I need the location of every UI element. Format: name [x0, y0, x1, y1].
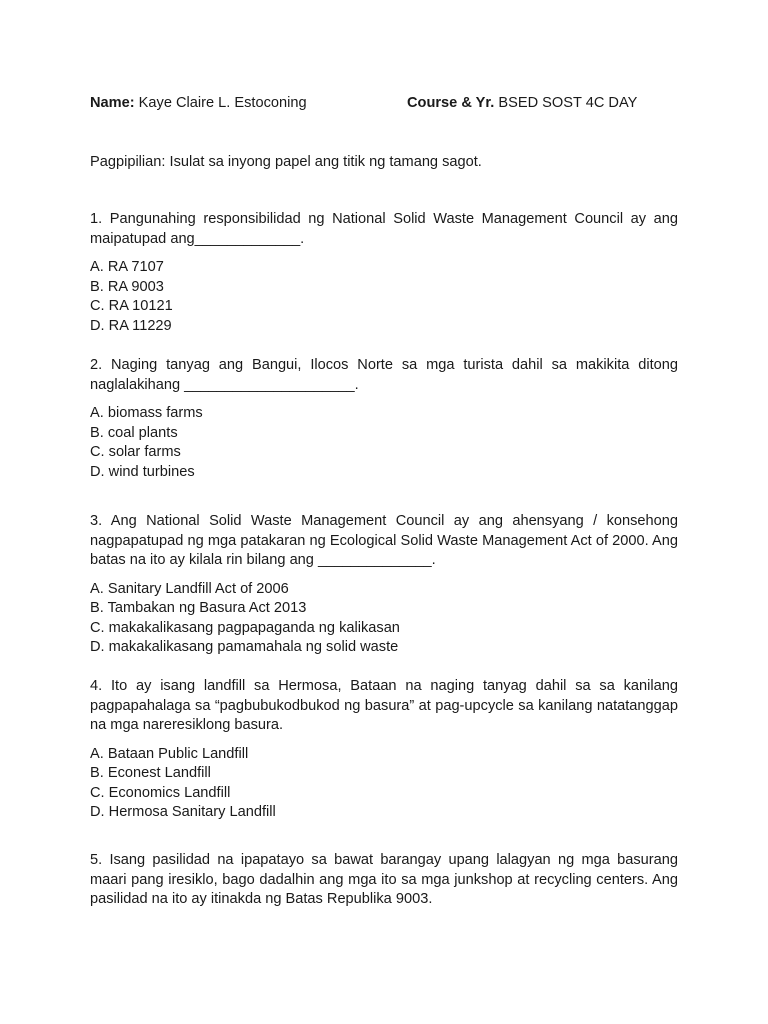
choice-c: C. makakalikasang pagpapaganda ng kalikasan: [90, 619, 400, 636]
question-text: 3. Ang National Solid Waste Management Council ay ang ahensyang / konsehong nagpapatupad ng mga patakaran ng Ecological Solid Waste Management Act of 2000. Ang batas na ito ay kilala rin bilang ang ______________.: [90, 513, 678, 568]
choices-list: [90, 258, 678, 336]
question-3: [90, 512, 678, 658]
question-5: [90, 851, 678, 910]
choice-a: A. RA 7107: [90, 259, 164, 275]
choice-d: D. makakalikasang pamamahala ng solid waste: [90, 639, 399, 655]
choice-a: A. Sanitary Landfill Act of 2006: [90, 580, 289, 597]
course-value: BSED SOST 4C DAY: [498, 95, 638, 111]
question-text: 1. Pangunahing responsibilidad ng National Solid Waste Management Council ay ang maipatupad ang_____________.: [90, 211, 678, 247]
choices-list: [90, 404, 678, 482]
choice-a: A. biomass farms: [90, 405, 203, 421]
name-field: [90, 93, 307, 113]
question-4: [90, 677, 678, 823]
choice-b: B. Econest Landfill: [90, 765, 211, 781]
question-text: 5. Isang pasilidad na ipapatayo sa bawat barangay upang lalagyan ng mga basurang maari pang iresiklo, bago dadalhin ang mga ito sa mga junkshop at recycling centers. Ang pasilidad na ito ay itinakda ng Batas Republika 9003.: [90, 852, 678, 907]
choice-c: C. solar farms: [90, 444, 181, 460]
header-row: [90, 93, 678, 113]
question-text: 4. Ito ay isang landfill sa Hermosa, Bataan na naging tanyag dahil sa sa kanilang pagpapahalaga sa “pagbubukodbukod ng basura” at pag-upcycle sa kanilang natatanggap na mga nareresiklong basura.: [90, 678, 678, 733]
choice-b: B. Tambakan ng Basura Act 2013: [90, 600, 307, 616]
question-text: 2. Naging tanyag ang Bangui, Ilocos Norte sa mga turista dahil sa makikita ditong naglalakihang _____________________.: [90, 357, 678, 393]
course-field: [407, 93, 637, 113]
question-2: [90, 356, 678, 482]
choices-list: [90, 580, 678, 658]
choice-c: C. RA 10121: [90, 298, 173, 314]
choice-d: D. wind turbines: [90, 463, 195, 480]
choice-c: C. Economics Landfill: [90, 784, 231, 801]
choice-a: A. Bataan Public Landfill: [90, 745, 249, 762]
name-label: Name:: [90, 95, 135, 111]
choices-list: [90, 745, 678, 823]
choice-b: B. RA 9003: [90, 278, 164, 295]
choice-b: B. coal plants: [90, 424, 178, 441]
instructions: Pagpipilian: Isulat sa inyong papel ang titik ng tamang sagot.: [90, 154, 482, 170]
question-1: [90, 210, 678, 336]
choice-d: D. Hermosa Sanitary Landfill: [90, 804, 276, 820]
course-label: Course & Yr.: [407, 95, 495, 111]
name-value: Kaye Claire L. Estoconing: [138, 95, 307, 111]
choice-d: D. RA 11229: [90, 317, 172, 334]
